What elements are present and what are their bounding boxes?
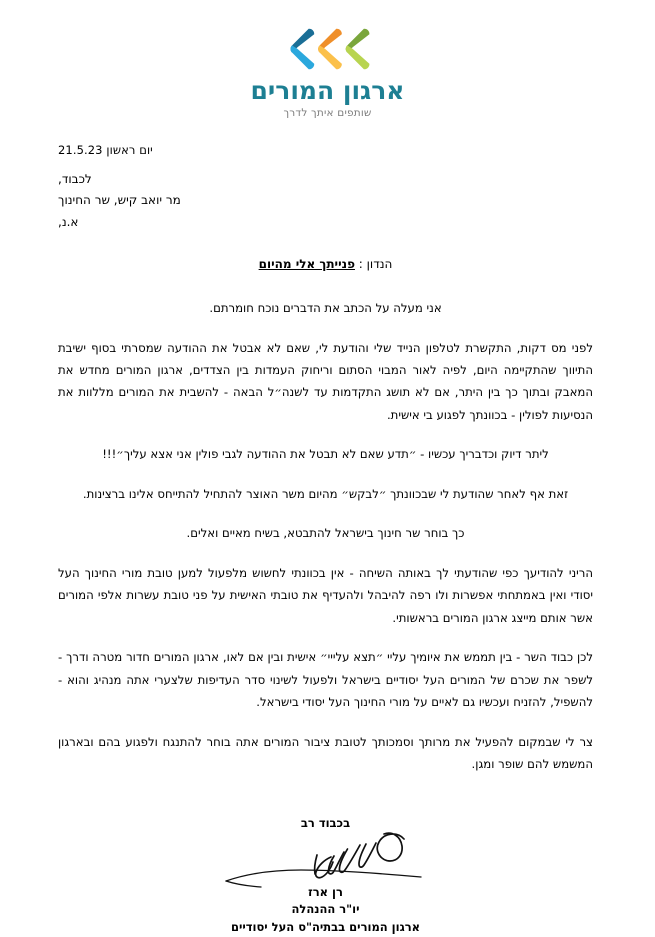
- signatory-role: יו"ר ההנהלה: [291, 902, 360, 917]
- addressee-block: [58, 169, 593, 233]
- organization-name: ארגון המורים: [250, 76, 405, 105]
- handwritten-signature-icon: [208, 826, 443, 888]
- paragraph-5: כך בוחר שר חינוך בישראל להתבטא, בשיח מאיים ואלים.: [186, 526, 465, 541]
- paragraph-8: צר לי שבמקום להפעיל את מרותך וסמכותך לטובת ציבור המורים אתה בוחר להתנגח ולפגוע בהם ובארגון המשמש להם שופר ומגן.: [58, 734, 593, 772]
- addressee-line-salutation: לכבוד,: [58, 172, 92, 186]
- subject-value: פנייתך אלי מהיום: [258, 257, 355, 272]
- paragraph-7: לכן כבוד השר - בין תממש את איומיך עליי ״תצא עלייי״ אישית ובין אם לאו, ארגון המורים חדור מטרה ודרך - לשפר את שכרם של המורים העל יסודיים בישראל ולפעול לשינוי סדר העדיפות שלצערי אתה מנהיג והוא - להשפיל, להזניח ועכשיו גם לאיים על מורי החינוך העל יסודי בישראל.: [58, 650, 593, 710]
- paragraph-2: לפני מס דקות, התקשרת לטלפון הנייד שלי והודעת לי, שאם לא אבטל את ההודעה שמסרתי בסוף ישיבת התיווך שהתקיימה היום, לפיה לאור המבוי הסתום וריחוק העמדות בין הצדדים, ארגון המורים מחדש את המאבק ובתוך כך בין היתר, אם לא תושג התקדמות עד לשנה״ל הבאה - להשבית את המורים מללוות את הנסיעות לפולין - בכוונתך לפגוע בי אישית.: [58, 340, 593, 422]
- signatory-name: רן ארז: [308, 884, 343, 899]
- signatory-organization: ארגון המורים בבתיה"ס העל יסודיים: [230, 920, 420, 935]
- triple-chevron-left-logo-icon: [282, 26, 374, 72]
- subject-line: [58, 257, 593, 271]
- signature-block: [58, 816, 593, 937]
- letterhead: [0, 0, 655, 119]
- addressee-line-recipient: מר יואב קיש, שר החינוך: [58, 193, 181, 208]
- subject-label: הנדון :: [358, 257, 393, 272]
- letter-body: [58, 143, 593, 937]
- addressee-line-opening: א.נ,: [58, 214, 79, 229]
- organization-tagline: שותפים איתך לדרך: [283, 107, 372, 120]
- paragraph-4: זאת אף לאחר שהודעת לי שבכוונתך ״לבקש״ מהיום משר האוצר להתחיל להתייחס אלינו ברצינות.: [82, 486, 569, 501]
- paragraph-1: אני מעלה על הכתב את הדברים נוכח חומרתם.: [209, 301, 442, 316]
- paragraph-6: הריני להודיעך כפי שהודעתי לך באותה השיחה - אין בכוונתי לחשוש מלפעול למען טובת מורי החינוך העל יסודי ואין באמתחתי אפשרות ולו רפה להיבהל ולהעדיף את טובתי האישית על פני טובת עשרות אלפי המורים אשר אותם מייצג ארגון המורים בראשותי.: [58, 565, 593, 625]
- paragraph-3: ליתר דיוק וכדבריך עכשיו - ״תדע שאם לא תבטל את ההודעה לגבי פולין אני אצא עליך״!!!: [102, 447, 549, 462]
- date-line: יום ראשון 21.5.23: [58, 143, 153, 157]
- signature-greeting: בכבוד רב: [300, 815, 351, 830]
